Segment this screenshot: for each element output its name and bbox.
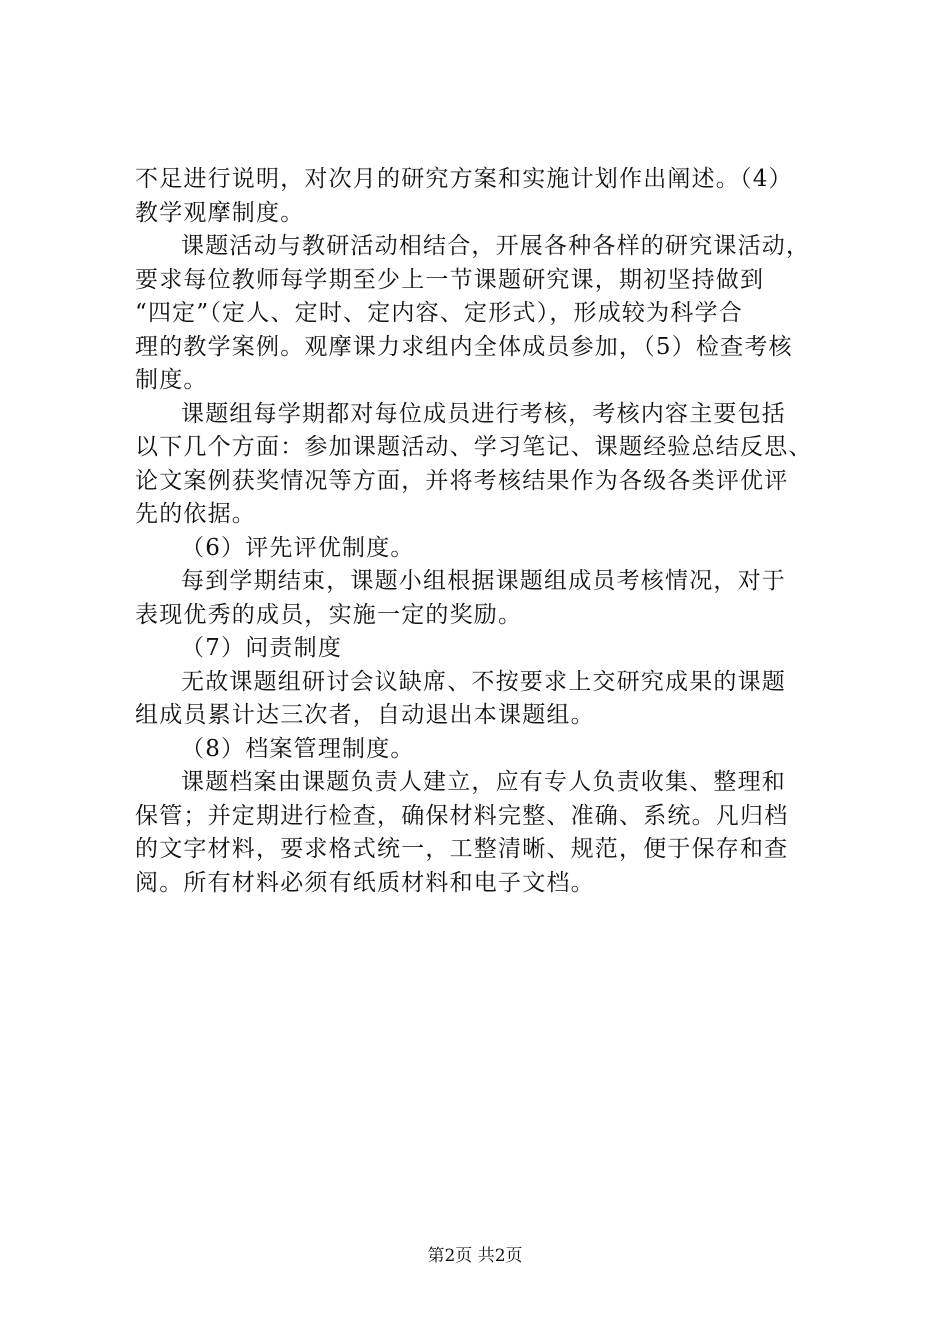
- page-number-footer: 第2页 共2页: [427, 1246, 523, 1266]
- section-heading: （7）问责制度: [181, 635, 343, 661]
- text-line: 表现优秀的成员，实施一定的奖励。: [135, 601, 523, 628]
- text-line: 制度。: [135, 367, 208, 393]
- text-line: 课题档案由课题负责人建立，应有专人负责收集、整理和: [181, 769, 786, 795]
- text-line: 组成员累计达三次者，自动退出本课题组。: [135, 702, 595, 728]
- text-line: 论文案例获奖情况等方面，并将考核结果作为各级各类评优评: [135, 467, 789, 494]
- text-line: 的文字材料，要求格式统一，工整清晰、规范，便于保存和查: [135, 836, 789, 862]
- text-line: 教学观摩制度。: [135, 199, 305, 226]
- text-line: 课题活动与教研活动相结合，开展各种各样的研究课活动，: [181, 233, 811, 259]
- text-line: “四定”（定人、定时、定内容、定形式），形成较为科学合: [135, 300, 743, 326]
- text-line: 保管；并定期进行检查，确保材料完整、准确、系统。凡归档: [135, 802, 789, 829]
- text-line: 不足进行说明，对次月的研究方案和实施计划作出阐述。（4）: [135, 166, 793, 192]
- text-line: 每到学期结束，课题小组根据课题组成员考核情况，对于: [181, 568, 786, 594]
- text-line: 先的依据。: [135, 501, 256, 527]
- text-line: 阅。所有材料必须有纸质材料和电子文档。: [135, 869, 595, 896]
- text-line: 要求每位教师每学期至少上一节课题研究课，期初坚持做到: [135, 266, 765, 293]
- text-line: 无故课题组研讨会议缺席、不按要求上交研究成果的课题: [181, 668, 786, 695]
- text-line: 课题组每学期都对每位成员进行考核，考核内容主要包括: [181, 400, 786, 427]
- text-line: 理的教学案例。观摩课力求组内全体成员参加，（5）检查考核: [135, 333, 793, 360]
- text-line: 以下几个方面：参加课题活动、学习笔记、课题经验总结反思、: [135, 434, 813, 460]
- section-heading: （8）档案管理制度。: [181, 735, 415, 762]
- document-body: [135, 163, 835, 900]
- section-heading: （6）评先评优制度。: [181, 534, 415, 561]
